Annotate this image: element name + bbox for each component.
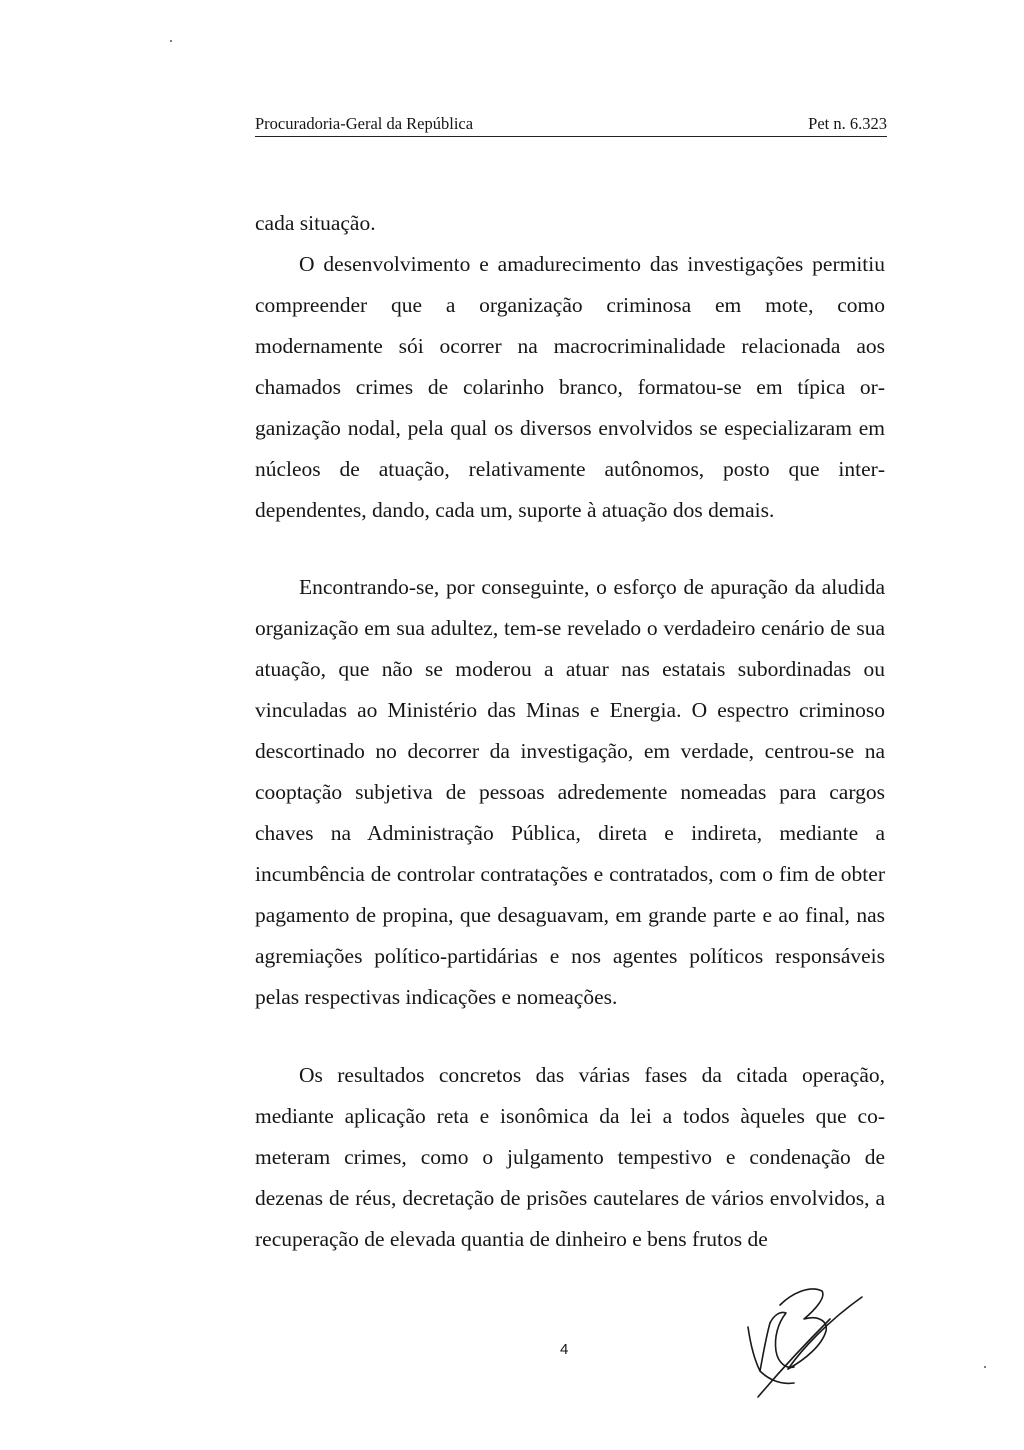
header-institution: Procuradoria-Geral da República [255,114,474,133]
scan-speck [170,40,172,42]
paragraph-continuation: cada situação. [255,211,376,235]
header-case-number: Pet n. 6.323 [808,114,887,133]
paragraph-1: O desenvolvimento e amadurecimento das investigações permitiu compreender que a organização criminosa em mote, como modernamente sói ocorrer na macrocriminalidade relacionada aos chamados crimes de colarinho branco, formatou-se em típica organização nodal, pela qual os diversos envolvidos se especializaram em núcleos de atuação, relativamente autônomos, posto que interdependentes, dando, cada um, suporte à atuação dos demais. [255,252,885,522]
handwritten-signature [730,1275,880,1400]
page-header [255,112,887,137]
paragraph-3: Os resultados concretos das várias fases da citada operação, mediante aplicação reta e isonômica da lei a todos àqueles que cometeram crimes, como o julgamento tempestivo e condenação de dezenas de réus, decretação de prisões cautelares de vários envolvidos, a recuperação de elevada quantia de dinheiro e bens frutos de [255,1063,885,1251]
paragraph-2: Encontrando-se, por conseguinte, o esforço de apuração da aludida organização em sua adultez, tem-se revelado o verdadeiro cenário de sua atuação, que não se moderou a atuar nas estatais subordinadas ou vinculadas ao Ministério das Minas e Energia. O espectro criminoso descortinado no decorrer da investigação, em verdade, centrou-se na cooptação subjetiva de pessoas adredemente nomeadas para cargos chaves na Administração Pública, direta e indireta, mediante a incumbência de controlar contratações e contratados, com o fim de obter pagamento de propina, que desaguavam, em grande parte e ao final, nas agremiações político-partidárias e nos agentes políticos responsáveis pelas respectivas indicações e nomeações. [255,575,885,1009]
scan-speck [984,1366,986,1368]
page-number: 4 [560,1341,569,1358]
